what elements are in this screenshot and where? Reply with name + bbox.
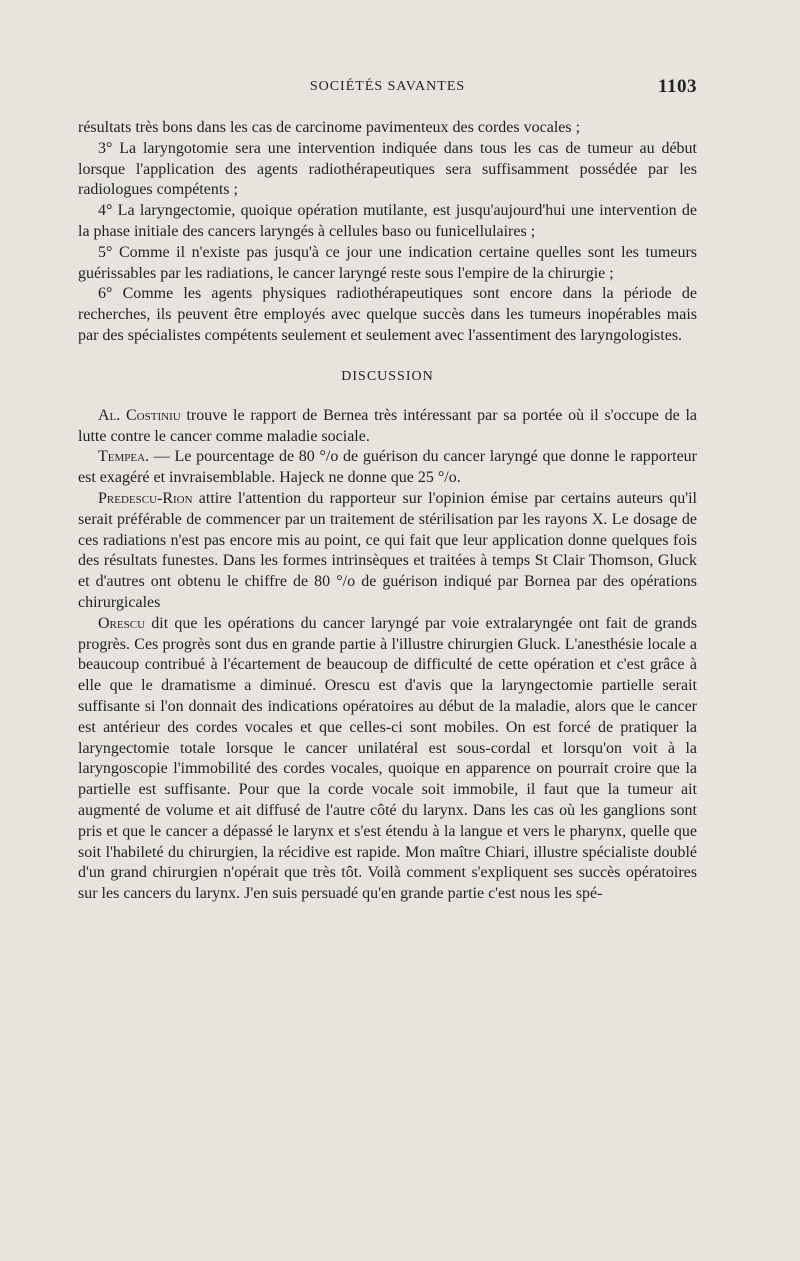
- speaker-name: Al. Costiniu: [98, 406, 181, 424]
- speaker-name: Tempea: [98, 448, 146, 466]
- running-title: SOCIÉTÉS SAVANTES: [309, 79, 466, 94]
- discussion-section: [78, 406, 697, 905]
- discussion-paragraph: [78, 447, 697, 489]
- body-paragraph: 5° Comme il n'existe pas jusqu'à ce jour une indication certaine quelles sont les tumeurs guérissables par les radiations, le cancer laryngé reste sous l'empire de la chirurgie ;: [78, 243, 697, 282]
- page-number: 1103: [658, 76, 697, 97]
- running-header: [78, 76, 697, 96]
- discussion-text: attire l'attention du rapporteur sur l'opinion émise par certains auteurs qu'il serait préférable de commencer par un traitement de stérilisation par les rayons X. Le dosage de ces radiations n'est pas encore mis au point, ce qui fait que leur application donne quelques fois des résultats funestes. Dans les formes intrinsèques et traitées à temps St Clair Thomson, Gluck et d'autres ont obtenu le chiffre de 80 °/o de guérison indiqué par Bornea par des opérations chirurgicales: [78, 489, 697, 611]
- body-paragraph: résultats très bons dans les cas de carcinome pavimenteux des cordes vocales ;: [78, 119, 581, 136]
- speaker-name: Orescu: [98, 614, 146, 632]
- discussion-paragraph: [78, 614, 697, 905]
- body-paragraph: 6° Comme les agents physiques radiothérapeutiques sont encore dans la période de recherches, ils peuvent être employés avec quelque succès dans les tumeurs inopérables mais par des spécialistes compétents seulement et seulement avec l'assentiment des laryngologistes.: [78, 285, 697, 344]
- body-paragraph: 3° La laryngotomie sera une intervention indiquée dans tous les cas de tumeur au début lorsque l'application des agents radiothérapeutiques sera suffisamment possédée par les radiologues compétents ;: [78, 139, 697, 199]
- section-heading: DISCUSSION: [341, 368, 434, 384]
- discussion-text: trouve le rapport de Bernea très intéressant par sa portée où il s'occupe de la lutte contre le cancer comme maladie sociale.: [78, 406, 697, 445]
- body-paragraph: 4° La laryngectomie, quoique opération mutilante, est jusqu'aujourd'hui une intervention de la phase initiale des cancers laryngés à cellules baso ou funicellulaires ;: [78, 202, 697, 240]
- discussion-paragraph: [78, 489, 697, 614]
- discussion-paragraph: [78, 406, 697, 448]
- speaker-name: Predescu-Rion: [98, 489, 193, 507]
- report-conclusions: [78, 118, 697, 347]
- discussion-text: dit que les opérations du cancer laryngé par voie extralaryngée ont fait de grands progrès. Ces progrès sont dus en grande partie à l'illustre chirurgien Gluck. L'anesthésie locale a beaucoup contribué à l'écartement de beaucoup de difficulté de cette opération et c'est grâce à elle que le dramatisme a diminué. Orescu est d'avis que la laryngectomie partielle serait suffisante si l'on donnait des indications opératoires au début de la maladie, alors que le cancer est antérieur des cordes vocales et que celles-ci sont mobiles. On est forcé de pratiquer la laryngectomie totale lorsque le cancer unilatéral est sous-cordal et lorsqu'on voit à la laryngoscopie l'immobilité des cordes vocales, quoique en apparence on pourrait croire que la partielle est suffisante. Pour que la corde vocale soit immobile, il faut que la tumeur ait augmenté de volume et ait diffusé de l'autre côté du larynx. Dans les cas où les ganglions sont pris et que le cancer a dépassé le larynx et s'est étendu à la langue et vers le pharynx, quelle que soit l'habileté du chirurgien, la récidive est rapide. Mon maître Chiari, illustre spécialiste doublé d'un grand chirurgien n'opérait que très tôt. Voilà comment s'expliquent ses succès opératoires sur les cancers du larynx. J'en suis persuadé qu'en grande partie c'est nous les spé-: [78, 614, 697, 903]
- discussion-text: . — Le pourcentage de 80 °/o de guérison du cancer laryngé que donne le rapporteur est exagéré et invraisemblable. Hajeck ne donne que 25 °/o.: [78, 448, 697, 487]
